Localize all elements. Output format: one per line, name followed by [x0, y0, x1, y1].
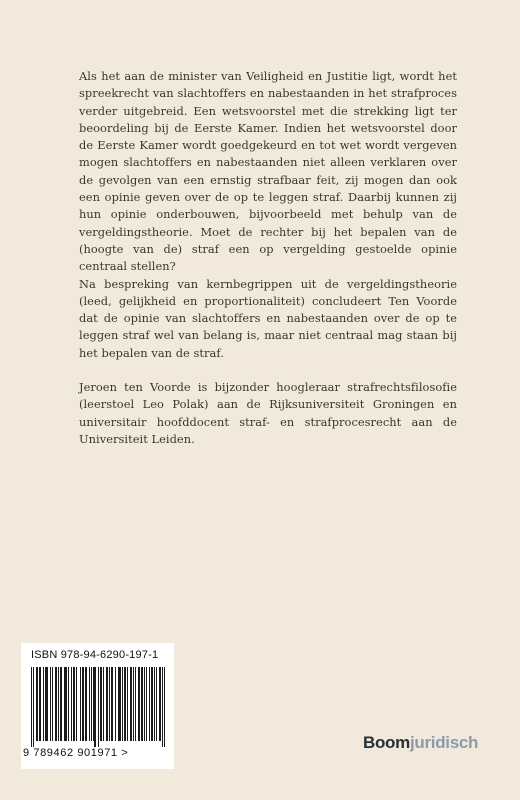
barcode-bar [107, 667, 108, 741]
barcode-bar [47, 667, 48, 741]
barcode-bar [43, 667, 44, 741]
barcode-bar [39, 667, 40, 741]
barcode-bar [71, 667, 72, 741]
barcode-bar [115, 667, 116, 741]
barcode-bar [133, 667, 134, 741]
barcode-bar [141, 667, 142, 741]
barcode-bar [146, 667, 147, 741]
barcode-bar [65, 667, 66, 741]
barcode-bar [120, 667, 121, 741]
barcode-bar [109, 667, 110, 741]
barcode-digits: 9 789462 901971 > [23, 747, 129, 759]
barcode-bar [159, 667, 160, 741]
barcode-bar [36, 667, 37, 741]
barcode-bar [160, 667, 161, 741]
publisher-logo-boom: Boom [363, 733, 410, 752]
barcode-bar [142, 667, 143, 741]
barcode-bar [60, 667, 61, 741]
barcode-bar [66, 667, 67, 741]
barcode-bar [58, 667, 59, 741]
barcode-bar [91, 667, 92, 741]
barcode-bar [164, 667, 165, 747]
barcode-bar [31, 667, 32, 747]
barcode-bar [131, 667, 132, 741]
publisher-logo-juridisch: juridisch [409, 733, 479, 752]
barcode-bar [56, 667, 57, 741]
barcode-bar [73, 667, 74, 741]
barcode-bar [151, 667, 152, 741]
barcode-bar [125, 667, 126, 741]
barcode-bar [40, 667, 41, 741]
barcode-bar [33, 667, 34, 747]
barcode-bar [112, 667, 113, 741]
barcode-bar [82, 667, 83, 741]
barcode-bar [37, 667, 38, 741]
barcode-bar [100, 667, 101, 741]
author-bio: Jeroen ten Voorde is bijzonder hoogleraar strafrechtsfilosofie (leerstoel Leo Polak) aan de Rijksuniversiteit Groningen en universitair hoofddocent straf- en strafprocesrecht aan de Universiteit Leiden. [79, 380, 457, 446]
barcode-bar [149, 667, 150, 741]
barcode-bar [106, 667, 107, 741]
barcode-bar [95, 667, 96, 747]
barcode-bar [45, 667, 46, 741]
barcode-bar [98, 667, 99, 747]
barcode-bar [83, 667, 84, 741]
barcode-bar [61, 667, 62, 741]
barcode-bar [156, 667, 157, 741]
publisher-logo [363, 733, 478, 753]
blurb-paragraph-1: Als het aan de minister van Veiligheid en Justitie ligt, wordt het spreekrecht van slachtoffers en nabestaanden in het strafproces verder uitgebreid. Een wetsvoorstel met die strekking ligt ter beoordeling bij de Eerste Kamer. Indien het wetsvoorstel door de Eerste Kamer wordt goedgekeurd en tot wet wordt vergeven mogen slachtoffers en nabestaanden niet alleen verklaren over de gevolgen van een ernstig strafbaar feit, zij mogen dan ook een opinie geven over de op te leggen straf. Daarbij kunnen zij hun opinie onderbouwen, bijvoorbeeld met behulp van de vergeldingstheorie. Moet de rechter bij het bepalen van de (hoogte van de) straf een op vergelding gestoelde opinie centraal stellen? [79, 69, 457, 274]
barcode-bar [144, 667, 145, 741]
barcode-bar [130, 667, 131, 741]
barcode-bar [138, 667, 139, 741]
barcode-bar [86, 667, 87, 741]
isbn-label: ISBN 978-94-6290-197-1 [31, 649, 159, 661]
back-cover-blurb [79, 68, 457, 448]
barcode-bar [124, 667, 125, 741]
barcode-bar [74, 667, 75, 741]
barcode-bar [50, 667, 51, 741]
barcode-bar [118, 667, 119, 741]
barcode-bar [135, 667, 136, 741]
barcode-bar [55, 667, 56, 741]
barcode-bar [152, 667, 153, 741]
barcode-bar [89, 667, 90, 741]
barcode-bar [103, 667, 104, 741]
barcode-bar [154, 667, 155, 741]
barcode-bar [162, 667, 163, 747]
barcode-bar [101, 667, 102, 741]
barcode-bar [122, 667, 123, 741]
barcode-bar [119, 667, 120, 741]
barcode-bar [111, 667, 112, 741]
barcode-bar [139, 667, 140, 741]
barcode-bar [68, 667, 69, 741]
barcode-bar [76, 667, 77, 741]
barcode-bar [93, 667, 94, 741]
barcode-bar [85, 667, 86, 741]
barcode-bar [46, 667, 47, 741]
barcode-bar [127, 667, 128, 741]
barcode-bar [80, 667, 81, 741]
barcode-bar [64, 667, 65, 741]
barcode-bar [94, 667, 95, 747]
isbn-barcode [21, 643, 174, 769]
barcode-bar [52, 667, 53, 741]
blurb-paragraph-2: Na bespreking van kernbegrippen uit de vergeldingstheorie (leed, gelijkheid en proportionaliteit) concludeert Ten Voorde dat de opinie van slachtoffers en nabestaanden over de op te leggen straf wel van belang is, maar niet centraal mag staan bij het bepalen van de straf. [79, 276, 457, 360]
barcode-bars [31, 667, 165, 747]
